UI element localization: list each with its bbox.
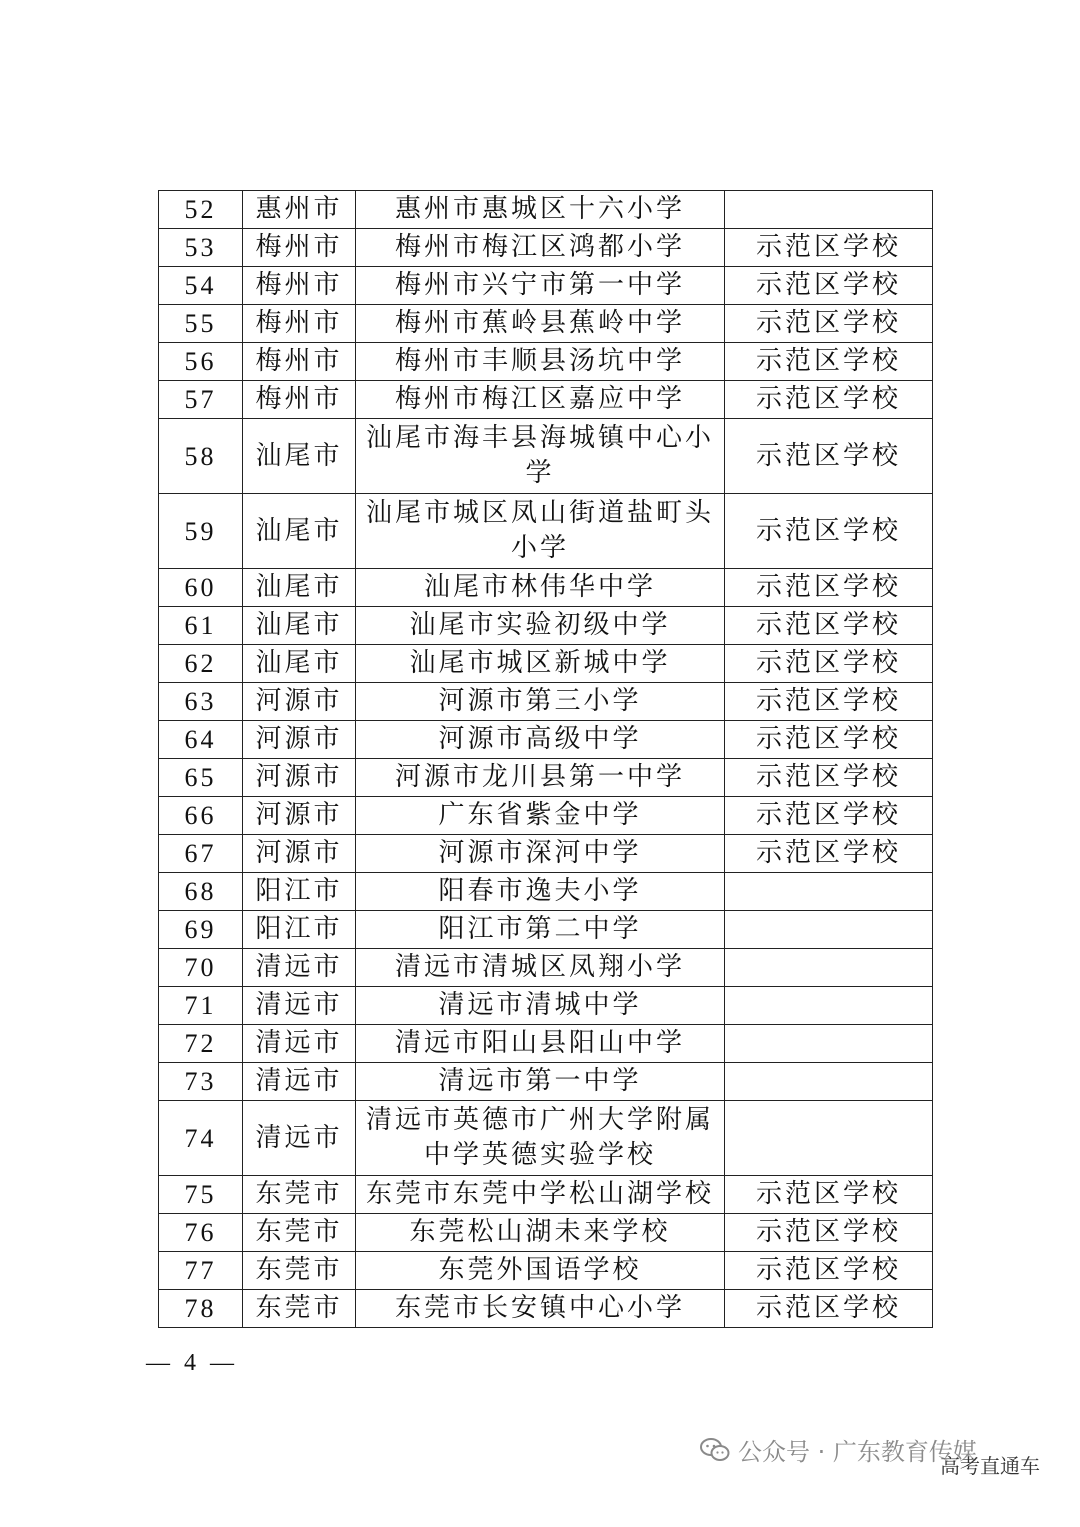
row-number: 64: [159, 721, 243, 759]
note-cell: 示范区学校: [725, 381, 933, 419]
note-cell: 示范区学校: [725, 1252, 933, 1290]
note-cell: 示范区学校: [725, 721, 933, 759]
school-name-cell: 河源市深河中学: [356, 835, 725, 873]
row-number: 78: [159, 1290, 243, 1328]
city-cell: 清远市: [243, 1025, 356, 1063]
row-number: 59: [159, 494, 243, 569]
table-row: [159, 835, 933, 873]
city-cell: 东莞市: [243, 1252, 356, 1290]
note-cell: 示范区学校: [725, 229, 933, 267]
city-cell: 河源市: [243, 721, 356, 759]
table-row: [159, 191, 933, 229]
school-name-cell: 梅州市蕉岭县蕉岭中学: [356, 305, 725, 343]
row-number: 54: [159, 267, 243, 305]
row-number: 52: [159, 191, 243, 229]
row-number: 74: [159, 1101, 243, 1176]
row-number: 72: [159, 1025, 243, 1063]
table-row: [159, 645, 933, 683]
row-number: 70: [159, 949, 243, 987]
table-row: [159, 911, 933, 949]
row-number: 71: [159, 987, 243, 1025]
note-cell: 示范区学校: [725, 1176, 933, 1214]
table-body: [159, 191, 933, 1328]
row-number: 56: [159, 343, 243, 381]
city-cell: 东莞市: [243, 1290, 356, 1328]
note-cell: 示范区学校: [725, 683, 933, 721]
table-row: [159, 949, 933, 987]
table-row: [159, 305, 933, 343]
city-cell: 梅州市: [243, 381, 356, 419]
table-row: [159, 569, 933, 607]
table-row: [159, 759, 933, 797]
note-cell: 示范区学校: [725, 759, 933, 797]
table-row: [159, 721, 933, 759]
note-cell: 示范区学校: [725, 797, 933, 835]
school-name-cell: 东莞市东莞中学松山湖学校: [356, 1176, 725, 1214]
watermark-overlay-text: 高考直通车: [940, 1454, 1040, 1478]
school-name-cell: 清远市阳山县阳山中学: [356, 1025, 725, 1063]
city-cell: 清远市: [243, 1101, 356, 1176]
table-row: [159, 1063, 933, 1101]
city-cell: 梅州市: [243, 229, 356, 267]
city-cell: 河源市: [243, 759, 356, 797]
city-cell: 梅州市: [243, 343, 356, 381]
table-row: [159, 987, 933, 1025]
table-row: [159, 1214, 933, 1252]
note-cell: [725, 191, 933, 229]
row-number: 57: [159, 381, 243, 419]
note-cell: [725, 1101, 933, 1176]
school-name-cell: 梅州市兴宁市第一中学: [356, 267, 725, 305]
city-cell: 阳江市: [243, 911, 356, 949]
school-name-cell: 清远市英德市广州大学附属中学英德实验学校: [356, 1101, 725, 1176]
school-name-cell: 梅州市梅江区鸿都小学: [356, 229, 725, 267]
note-cell: 示范区学校: [725, 569, 933, 607]
school-list-table: [158, 190, 933, 1328]
school-name-cell: 河源市龙川县第一中学: [356, 759, 725, 797]
row-number: 69: [159, 911, 243, 949]
row-number: 55: [159, 305, 243, 343]
school-name-cell: 河源市第三小学: [356, 683, 725, 721]
school-name-cell: 惠州市惠城区十六小学: [356, 191, 725, 229]
city-cell: 河源市: [243, 797, 356, 835]
row-number: 65: [159, 759, 243, 797]
city-cell: 清远市: [243, 949, 356, 987]
table-row: [159, 419, 933, 494]
table-row: [159, 1101, 933, 1176]
note-cell: 示范区学校: [725, 494, 933, 569]
table-row: [159, 381, 933, 419]
school-name-cell: 汕尾市林伟华中学: [356, 569, 725, 607]
note-cell: [725, 987, 933, 1025]
row-number: 68: [159, 873, 243, 911]
school-name-cell: 清远市第一中学: [356, 1063, 725, 1101]
row-number: 60: [159, 569, 243, 607]
note-cell: 示范区学校: [725, 835, 933, 873]
table-row: [159, 267, 933, 305]
table-row: [159, 1176, 933, 1214]
city-cell: 东莞市: [243, 1176, 356, 1214]
school-name-cell: 清远市清城区凤翔小学: [356, 949, 725, 987]
school-name-cell: 梅州市丰顺县汤坑中学: [356, 343, 725, 381]
note-cell: 示范区学校: [725, 1214, 933, 1252]
table-row: [159, 1252, 933, 1290]
note-cell: [725, 949, 933, 987]
city-cell: 梅州市: [243, 267, 356, 305]
school-name-cell: 东莞市长安镇中心小学: [356, 1290, 725, 1328]
row-number: 53: [159, 229, 243, 267]
page-number: — 4 —: [146, 1350, 238, 1376]
city-cell: 河源市: [243, 835, 356, 873]
city-cell: 梅州市: [243, 305, 356, 343]
note-cell: 示范区学校: [725, 343, 933, 381]
school-name-cell: 汕尾市城区新城中学: [356, 645, 725, 683]
row-number: 73: [159, 1063, 243, 1101]
city-cell: 汕尾市: [243, 569, 356, 607]
city-cell: 汕尾市: [243, 607, 356, 645]
row-number: 66: [159, 797, 243, 835]
wechat-icon: [700, 1437, 730, 1463]
school-name-cell: 汕尾市海丰县海城镇中心小学: [356, 419, 725, 494]
note-cell: 示范区学校: [725, 645, 933, 683]
row-number: 75: [159, 1176, 243, 1214]
school-name-cell: 阳江市第二中学: [356, 911, 725, 949]
table-row: [159, 873, 933, 911]
city-cell: 惠州市: [243, 191, 356, 229]
city-cell: 汕尾市: [243, 645, 356, 683]
note-cell: 示范区学校: [725, 419, 933, 494]
watermark: [700, 1432, 977, 1467]
table-row: [159, 229, 933, 267]
table-row: [159, 607, 933, 645]
note-cell: [725, 911, 933, 949]
city-cell: 汕尾市: [243, 494, 356, 569]
note-cell: 示范区学校: [725, 267, 933, 305]
school-name-cell: 阳春市逸夫小学: [356, 873, 725, 911]
school-name-cell: 东莞松山湖未来学校: [356, 1214, 725, 1252]
school-name-cell: 汕尾市城区凤山街道盐町头小学: [356, 494, 725, 569]
row-number: 63: [159, 683, 243, 721]
city-cell: 东莞市: [243, 1214, 356, 1252]
note-cell: [725, 873, 933, 911]
note-cell: 示范区学校: [725, 607, 933, 645]
row-number: 76: [159, 1214, 243, 1252]
city-cell: 清远市: [243, 1063, 356, 1101]
table-row: [159, 1290, 933, 1328]
table-row: [159, 1025, 933, 1063]
school-name-cell: 汕尾市实验初级中学: [356, 607, 725, 645]
school-name-cell: 广东省紫金中学: [356, 797, 725, 835]
row-number: 67: [159, 835, 243, 873]
watermark-text: 公众号 · 广东教育传媒: [738, 1438, 977, 1466]
table-row: [159, 494, 933, 569]
table-row: [159, 683, 933, 721]
row-number: 62: [159, 645, 243, 683]
city-cell: 河源市: [243, 683, 356, 721]
table-row: [159, 343, 933, 381]
school-name-cell: 东莞外国语学校: [356, 1252, 725, 1290]
note-cell: [725, 1025, 933, 1063]
table-row: [159, 797, 933, 835]
note-cell: [725, 1063, 933, 1101]
city-cell: 汕尾市: [243, 419, 356, 494]
row-number: 61: [159, 607, 243, 645]
city-cell: 阳江市: [243, 873, 356, 911]
row-number: 58: [159, 419, 243, 494]
school-name-cell: 清远市清城中学: [356, 987, 725, 1025]
city-cell: 清远市: [243, 987, 356, 1025]
note-cell: 示范区学校: [725, 1290, 933, 1328]
row-number: 77: [159, 1252, 243, 1290]
school-name-cell: 梅州市梅江区嘉应中学: [356, 381, 725, 419]
note-cell: 示范区学校: [725, 305, 933, 343]
school-name-cell: 河源市高级中学: [356, 721, 725, 759]
